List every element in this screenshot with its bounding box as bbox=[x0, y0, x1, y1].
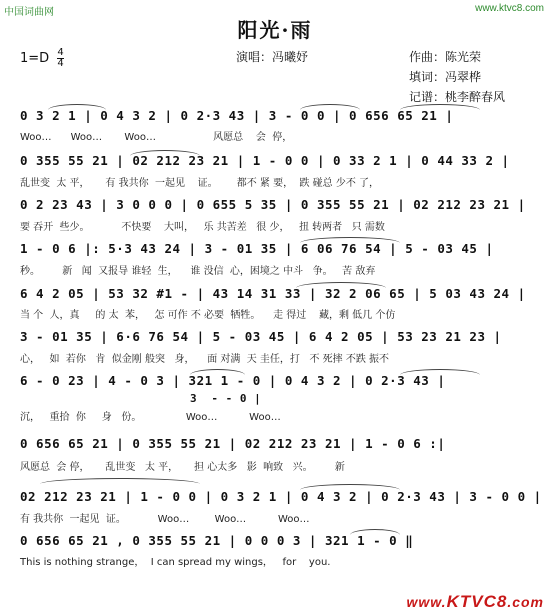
song-title: 阳光·雨 bbox=[237, 18, 313, 42]
singer-credit: 演唱：冯曦妤 bbox=[236, 50, 309, 64]
time-signature bbox=[57, 48, 63, 69]
transcriber-credit: 记谱：桃李醉春风 bbox=[409, 90, 506, 104]
watermark-site-left: 中国词曲网 bbox=[4, 7, 54, 18]
composer-credit: 作曲：陈光荣 bbox=[409, 50, 482, 64]
lyric-row-3: 要 吞开 些少。 不快要 大叫， 乐 共苦差 很 少， 扭 转两者 只 需数 bbox=[20, 222, 385, 233]
lyric-row-10: This is nothing strange， I can spread my wings， for you. bbox=[20, 557, 331, 568]
notation-row-10: 0 656 65 21 , 0 355 55 21 | 0 0 0 3 | 321 1 - 0 ‖ bbox=[20, 533, 414, 548]
notation-row-4: 1 - 0 6 |: 5·3 43 24 | 3 - 01 35 | 6 06 76 54 | 5 - 03 45 | bbox=[20, 241, 494, 256]
notation-row-1: 0 3 2 1 | 0 4 3 2 | 0 2·3 43 | 3 - 0 0 | 0 656 65 21 | bbox=[20, 108, 454, 123]
lyric-row-5: 当 个 人，真 的 太 苯， 怎 可作 不 必要 牺牲。 走 得过 藏，剩 低几 个仿 bbox=[20, 310, 396, 321]
notation-row-8: 0 656 65 21 | 0 355 55 21 | 02 212 23 21 | 1 - 0 6 :| bbox=[20, 436, 446, 451]
watermark-suffix: .com bbox=[507, 594, 544, 610]
slur-mark bbox=[296, 282, 386, 288]
lyricist-credit: 填词：冯翠桦 bbox=[409, 70, 482, 84]
lyric-row-8: 风愿总 会 停， 乱世变 太 平， 担 心太多 影 响致 兴。 新 bbox=[20, 462, 345, 473]
notation-row-2: 0 355 55 21 | 02 212 23 21 | 1 - 0 0 | 0 33 2 1 | 0 44 33 2 | bbox=[20, 153, 510, 168]
time-signature-bottom: 4 bbox=[57, 58, 64, 69]
lyric-row-1: Woo… Woo… Woo… 风愿总 会 停， bbox=[20, 132, 293, 143]
watermark-prefix: www. bbox=[406, 594, 447, 610]
watermark-site-right: www.ktvc8.com bbox=[475, 3, 544, 14]
slur-mark bbox=[300, 104, 360, 110]
slur-mark bbox=[130, 150, 200, 156]
slur-mark bbox=[400, 104, 480, 110]
slur-mark bbox=[400, 369, 480, 375]
lyric-row-9: 有 我共你 一起见 证。 Woo… Woo… Woo… bbox=[20, 514, 310, 525]
notation-row-7: 6 - 0 23 | 4 - 0 3 | 321 1 - 0 | 0 4 3 2 | 0 2·3 43 | bbox=[20, 373, 446, 388]
slur-mark bbox=[350, 529, 400, 535]
time-signature-top: 4 bbox=[57, 47, 64, 58]
slur-mark bbox=[48, 104, 106, 110]
notation-row-9: 02 212 23 21 | 1 - 0 0 | 0 3 2 1 | 0 4 3 2 | 0 2·3 43 | 3 - 0 0 | bbox=[20, 489, 542, 504]
notation-row-3: 0 2 23 43 | 3 0 0 0 | 0 655 5 35 | 0 355 55 21 | 02 212 23 21 | bbox=[20, 197, 526, 212]
lyric-row-2: 乱世变 太 平， 有 我共你 一起见 证。 都不 紧 要， 跌 碰总 少不 了， bbox=[20, 178, 380, 189]
slur-mark bbox=[300, 484, 400, 490]
watermark-main: KTVC8 bbox=[446, 592, 508, 611]
slur-mark bbox=[300, 237, 400, 243]
notation-row-5: 6 4 2 05 | 53 32 #1 - | 43 14 31 33 | 32 2 06 65 | 5 03 43 24 | bbox=[20, 286, 526, 301]
key-signature bbox=[20, 48, 64, 69]
lyric-row-6: 心， 如 若你 肯 似金刚 般突 身， 面 对满 天 圭任，打 不 死摔 不跌 振不 bbox=[20, 354, 390, 365]
lyric-row-4: 秒。 新 闻 又报导 谁轻 生， 谁 没信 心，困境之 中斗 争。 苦 敌弃 bbox=[20, 266, 376, 277]
slur-mark bbox=[190, 369, 245, 375]
lyric-row-7: 沉， 重拾 你 身 份。 Woo… Woo… bbox=[20, 412, 281, 423]
notation-alt-ending: 3 - - 0 | bbox=[190, 392, 262, 405]
watermark-logo-bottom bbox=[407, 592, 544, 612]
key-label: 1=D bbox=[20, 51, 50, 66]
slur-mark bbox=[40, 478, 200, 484]
notation-row-6: 3 - 01 35 | 6·6 76 54 | 5 - 03 45 | 6 4 2 05 | 53 23 21 23 | bbox=[20, 329, 502, 344]
